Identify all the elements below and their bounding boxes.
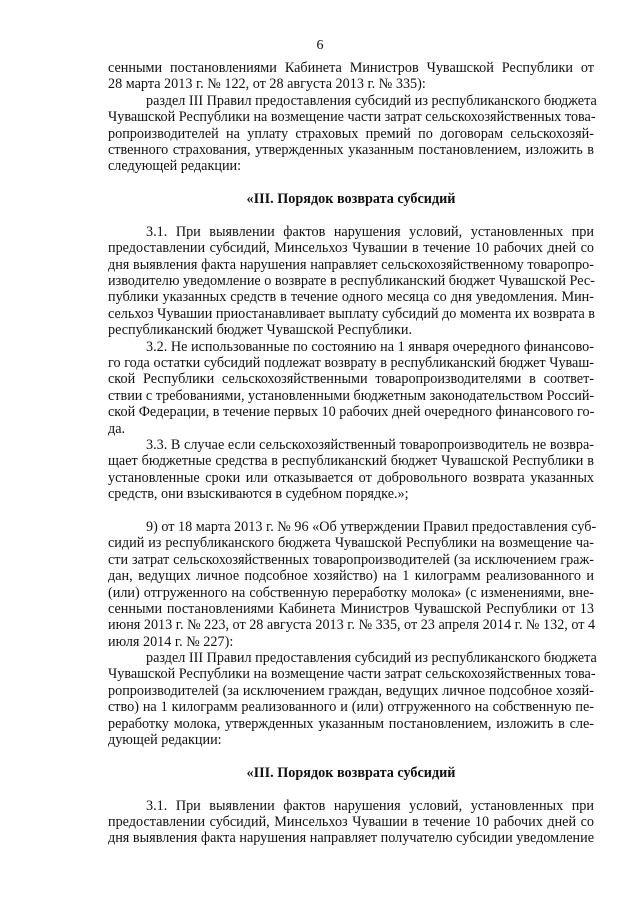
section-heading: «III. Порядок возврата субсидий bbox=[246, 191, 456, 208]
document-body bbox=[108, 60, 597, 847]
text-line: дан, ведущих личное подсобное хозяйство) на 1 килограмм реализованного и bbox=[108, 568, 594, 585]
text-line: сидий из республиканского бюджета Чувашской Республики на возмещение ча- bbox=[108, 535, 594, 552]
text-line: дня выявления факта нарушения направляет сельскохозяйственному товаропро- bbox=[108, 256, 594, 273]
text-line: раздел III Правил предоставления субсидий из республиканского бюджета bbox=[146, 650, 597, 667]
text-line: публики указанных средств в течение одного месяца со дня уведомления. Мин- bbox=[108, 289, 594, 306]
text-line: сенными постановлениями Кабинета Министров Чувашской Республики от 13 bbox=[108, 600, 594, 617]
text-line: средств, они взыскиваются в судебном порядке.»; bbox=[108, 486, 409, 503]
text-line: сти затрат сельскохозяйственных товаропроизводителей (за исключением граж- bbox=[108, 551, 594, 568]
text-line: 3.2. Не использованные по состоянию на 1 января очередного финансово- bbox=[146, 338, 594, 355]
text-line: сенными постановлениями Кабинета Министров Чувашской Республики от bbox=[108, 60, 594, 76]
text-line: 3.1. При выявлении фактов нарушения условий, установленных при bbox=[146, 797, 594, 814]
text-line: да. bbox=[108, 420, 126, 437]
text-line: дующей редакции: bbox=[108, 732, 222, 749]
text-line: изводителю уведомление о возврате в республиканский бюджет Чувашской Рес- bbox=[108, 273, 595, 290]
text-line: 3.1. При выявлении фактов нарушения условий, установленных при bbox=[146, 223, 594, 240]
text-line: раздел III Правил предоставления субсидий из республиканского бюджета bbox=[146, 92, 597, 109]
text-line: ственного страхования, утвержденных указанным постановлением, изложить в bbox=[108, 141, 594, 158]
text-line: дня выявления факта нарушения направляет получателю субсидии уведомление bbox=[108, 830, 594, 847]
text-line: ропроизводителей (за исключением граждан, ведущих личное подсобное хозяй- bbox=[108, 682, 594, 699]
text-line: июля 2014 г. № 227): bbox=[108, 633, 234, 650]
text-line: предоставлении субсидий, Минсельхоз Чувашии в течение 10 рабочих дней со bbox=[108, 240, 594, 257]
text-line: реработку молока, утвержденных указанным постановлением, изложить в сле- bbox=[108, 715, 594, 732]
text-line: сельхоз Чувашии приостанавливает выплату субсидий до момента их возврата в bbox=[108, 305, 595, 322]
text-line: июня 2013 г. № 223, от 28 августа 2013 г. № 335, от 23 апреля 2014 г. № 132, от 4 bbox=[108, 617, 596, 634]
text-line: республиканский бюджет Чувашской Республики. bbox=[108, 322, 413, 339]
text-line: Чувашской Республики на возмещение части затрат сельскохозяйственных това- bbox=[108, 109, 596, 126]
blank-line bbox=[108, 175, 594, 191]
text-line: 28 марта 2013 г. № 122, от 28 августа 2013 г. № 335): bbox=[108, 76, 426, 93]
text-line: ской Республики сельскохозяйственными товаропроизводителями в соответ- bbox=[108, 371, 594, 388]
text-line: щает бюджетные средства в республиканский бюджет Чувашской Республики в bbox=[108, 453, 594, 470]
text-line: ство) на 1 килограмм реализованного и (или) отгруженного на собственную пе- bbox=[108, 699, 594, 716]
section-heading: «III. Порядок возврата субсидий bbox=[246, 764, 456, 781]
text-line: го года остатки субсидий подлежат возврату в республиканский бюджет Чуваш- bbox=[108, 355, 594, 372]
text-line: ропроизводителей на уплату страховых премий по договорам сельскохозяй- bbox=[108, 125, 594, 142]
blank-line bbox=[108, 503, 594, 519]
text-line: предоставлении субсидий, Минсельхоз Чувашии в течение 10 рабочих дней со bbox=[108, 813, 594, 830]
text-line: (или) отгруженного на собственную переработку молока» (с изменениями, вне- bbox=[108, 584, 594, 601]
text-line: ской Федерации, в течение первых 10 рабочих дней очередного финансового го- bbox=[108, 404, 595, 421]
blank-line bbox=[108, 748, 594, 764]
text-line: ствии с требованиями, установленными бюджетным законодательством Россий- bbox=[108, 387, 595, 404]
text-line: Чувашской Республики на возмещение части затрат сельскохозяйственных това- bbox=[108, 666, 596, 683]
text-line: установленные сроки или отказывается от добровольного возврата указанных bbox=[108, 469, 594, 486]
blank-line bbox=[108, 781, 594, 797]
page-number: 6 bbox=[316, 38, 324, 53]
text-line: 9) от 18 марта 2013 г. № 96 «Об утверждении Правил предоставления суб- bbox=[146, 518, 597, 535]
text-line: 3.3. В случае если сельскохозяйственный товаропроизводитель не возвра- bbox=[146, 436, 594, 453]
blank-line bbox=[108, 208, 594, 224]
text-line: следующей редакции: bbox=[108, 158, 242, 175]
